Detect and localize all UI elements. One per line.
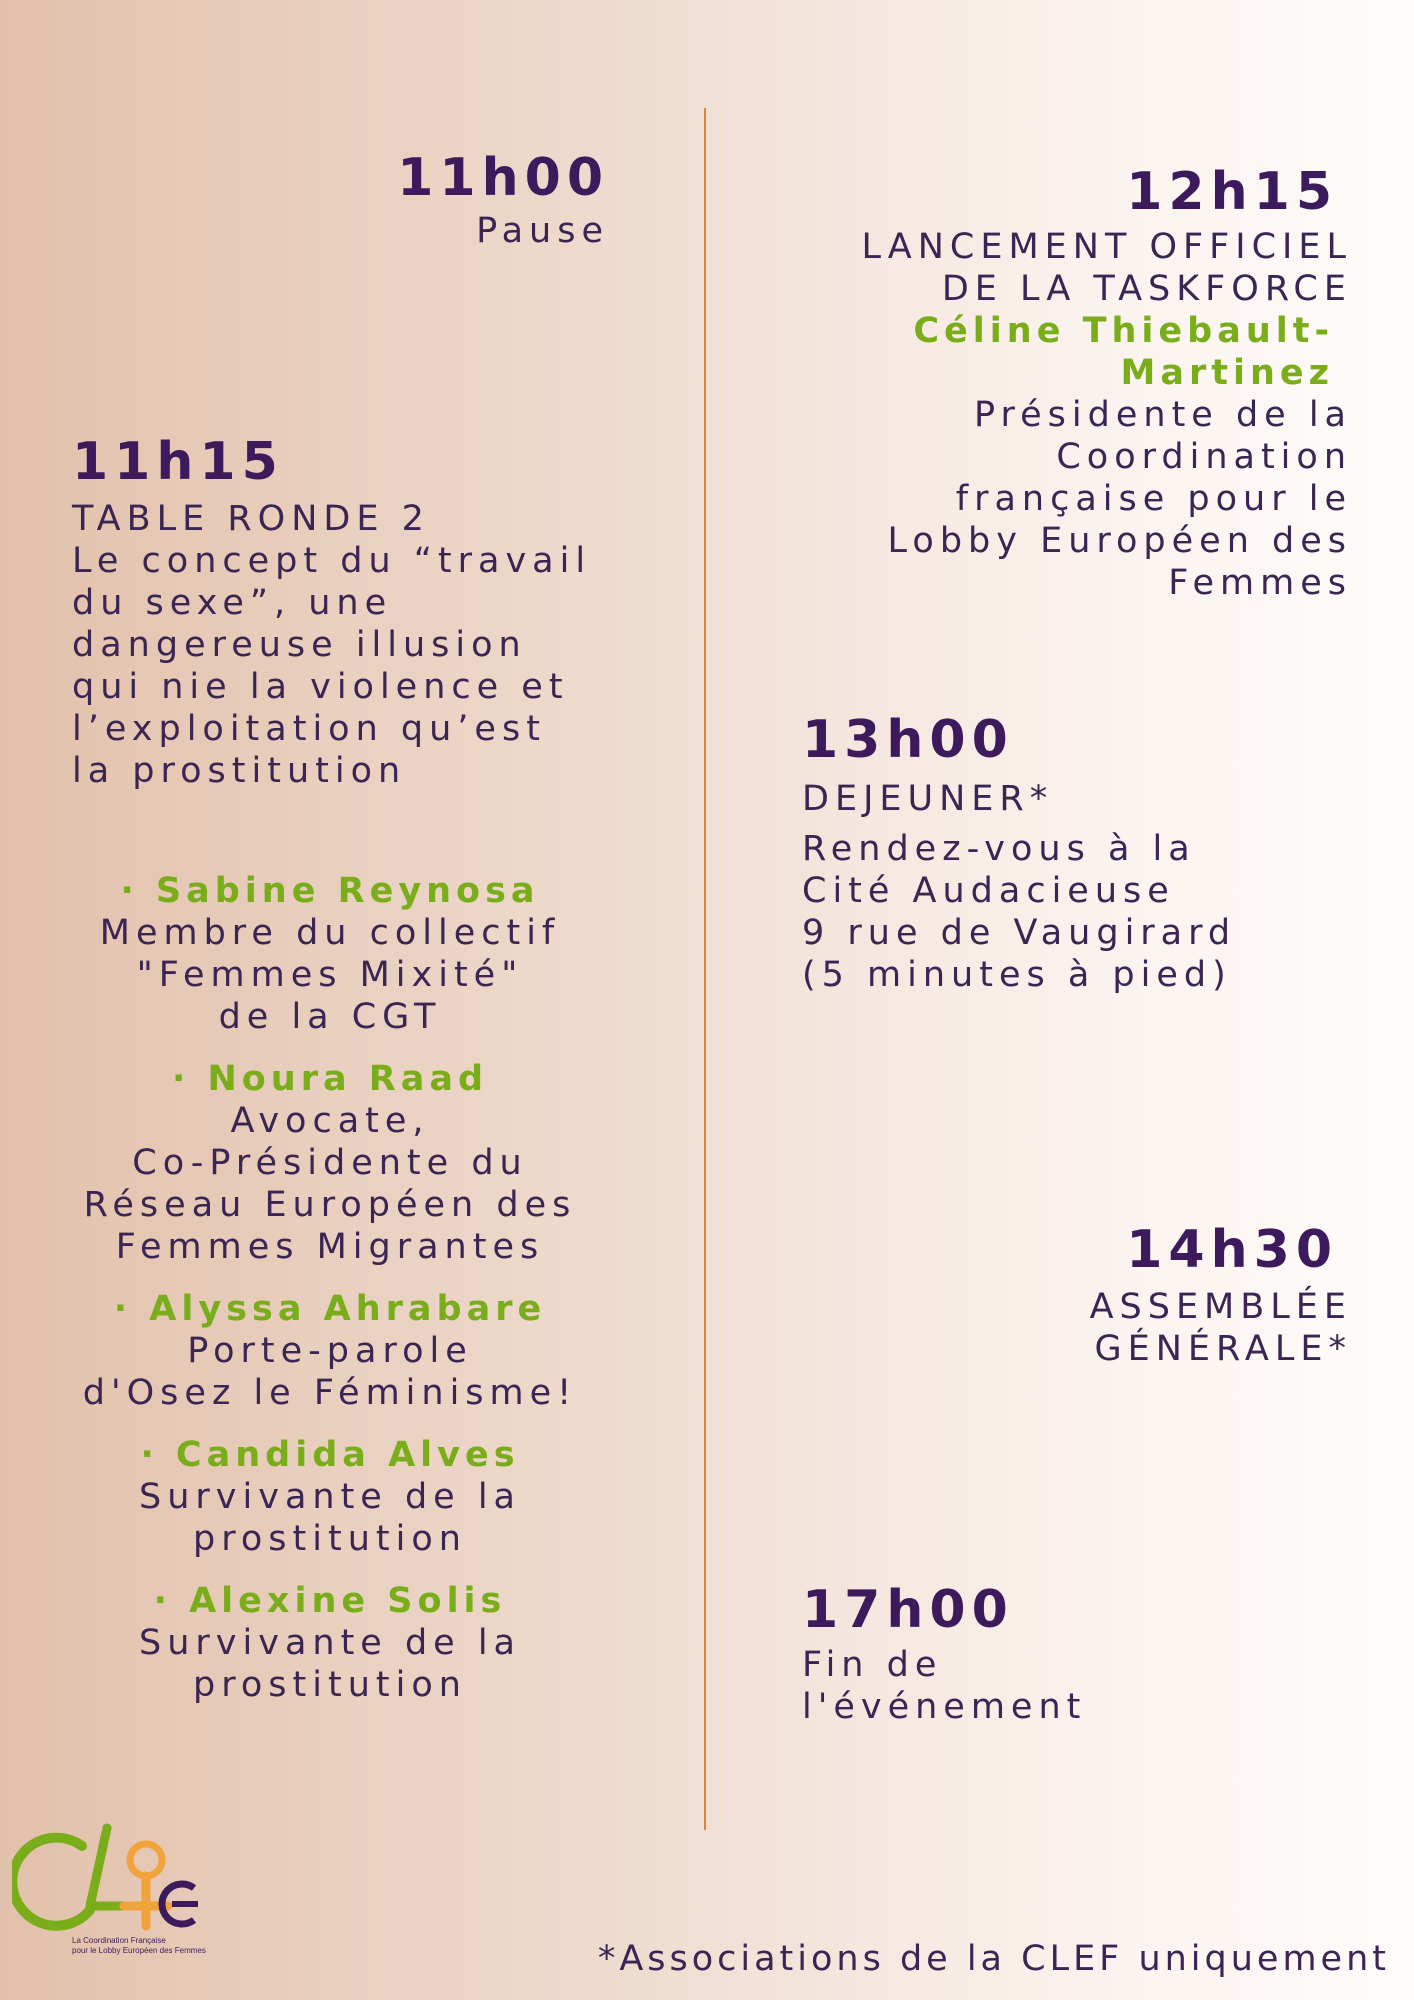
speaker-name: · Alexine Solis [153,1581,507,1621]
speaker-name: · Alyssa Ahrabare [113,1289,547,1329]
title-line: ASSEMBLÉE [1089,1287,1352,1327]
description-line: (5 minutes à pied) [802,955,1232,995]
title-line: GÉNÉRALE* [1094,1329,1352,1369]
assemblee-title [1090,1286,1352,1370]
speaker-role-line: Femmes Migrantes [115,1227,545,1267]
clef-logo-icon [12,1818,212,1938]
speaker-name: · Candida Alves [140,1435,520,1475]
speaker-name: · Sabine Reynosa [120,871,540,911]
speaker-role-line: Membre du collectif [99,913,561,953]
time-1430: 14h30 [1126,1220,1338,1280]
role-line: Présidente de la [974,395,1352,435]
table-ronde-title: TABLE RONDE 2 [72,499,430,539]
speaker-role-line: prostitution [193,1665,467,1705]
description-line: du sexe”, une [72,583,393,623]
speaker-role-line: Porte-parole [187,1331,473,1371]
speaker-item [40,870,620,1038]
description-line: Le concept du “travail [72,541,592,581]
speaker-role-line: Survivante de la [139,1477,521,1517]
logo-caption [72,1936,206,1956]
description-line: 9 rue de Vaugirard [802,913,1237,953]
title-line: LANCEMENT OFFICIEL [861,227,1352,267]
time-1100: 11h00 [397,148,609,208]
name-line: Céline Thiebault- [913,311,1334,351]
description-line: dangereuse illusion [72,625,527,665]
description-line: l'événement [802,1687,1087,1727]
speaker-item [40,1058,620,1268]
description-line: Fin de [802,1645,943,1685]
taskforce-title [862,226,1353,310]
speaker-role-line: Survivante de la [139,1623,521,1663]
label-pause: Pause [476,211,609,251]
description-line: Rendez-vous à la [802,829,1196,869]
speaker-role-line: Avocate, [230,1101,430,1141]
schedule-block-1430 [1090,1220,1352,1370]
speaker-role-celine [862,394,1353,604]
table-ronde-description [72,540,591,792]
speaker-role-line: Co-Présidente du [132,1143,528,1183]
speaker-role-line: prostitution [193,1519,467,1559]
role-line: Coordination [1056,437,1352,477]
logo-caption-line: pour le Lobby Européen des Femmes [72,1946,206,1955]
role-line: Femmes [1168,563,1352,603]
description-line: la prostitution [72,751,407,791]
speaker-role-line: "Femmes Mixité" [136,955,524,995]
name-line: Martinez [1120,353,1334,393]
dejeuner-title: DEJEUNER* [802,779,1054,819]
dejeuner-description [802,828,1236,996]
time-1300: 13h00 [802,710,1014,770]
speaker-role-line: de la CGT [218,997,442,1037]
speaker-item [40,1434,620,1560]
timeline-divider [704,108,706,1830]
title-line: DE LA TASKFORCE [941,269,1352,309]
time-1115: 11h15 [72,432,284,492]
description-line: Cité Audacieuse [802,871,1175,911]
fin-description [802,1644,1086,1728]
speaker-role-line: d'Osez le Féminisme! [82,1373,578,1413]
speaker-name: · Noura Raad [171,1059,489,1099]
schedule-block-1700 [802,1580,1086,1728]
time-1215: 12h15 [1126,162,1338,222]
clef-logo [12,1818,232,1978]
speaker-list [40,870,620,1726]
schedule-block-1115 [72,432,591,792]
description-line: l’exploitation qu’est [72,709,546,749]
schedule-block-1100 [397,148,609,252]
time-1700: 17h00 [802,1580,1014,1640]
logo-caption-line: La Coordination Française [72,1936,166,1945]
schedule-block-1215 [862,162,1353,604]
role-line: française pour le [955,479,1352,519]
speaker-role-line: Réseau Européen des [83,1185,577,1225]
schedule-block-1300 [802,710,1236,996]
speaker-item [40,1580,620,1706]
role-line: Lobby Européen des [887,521,1352,561]
speaker-item [40,1288,620,1414]
speaker-name-celine [862,310,1335,394]
description-line: qui nie la violence et [72,667,569,707]
footnote: *Associations de la CLEF uniquement [597,1939,1390,1979]
